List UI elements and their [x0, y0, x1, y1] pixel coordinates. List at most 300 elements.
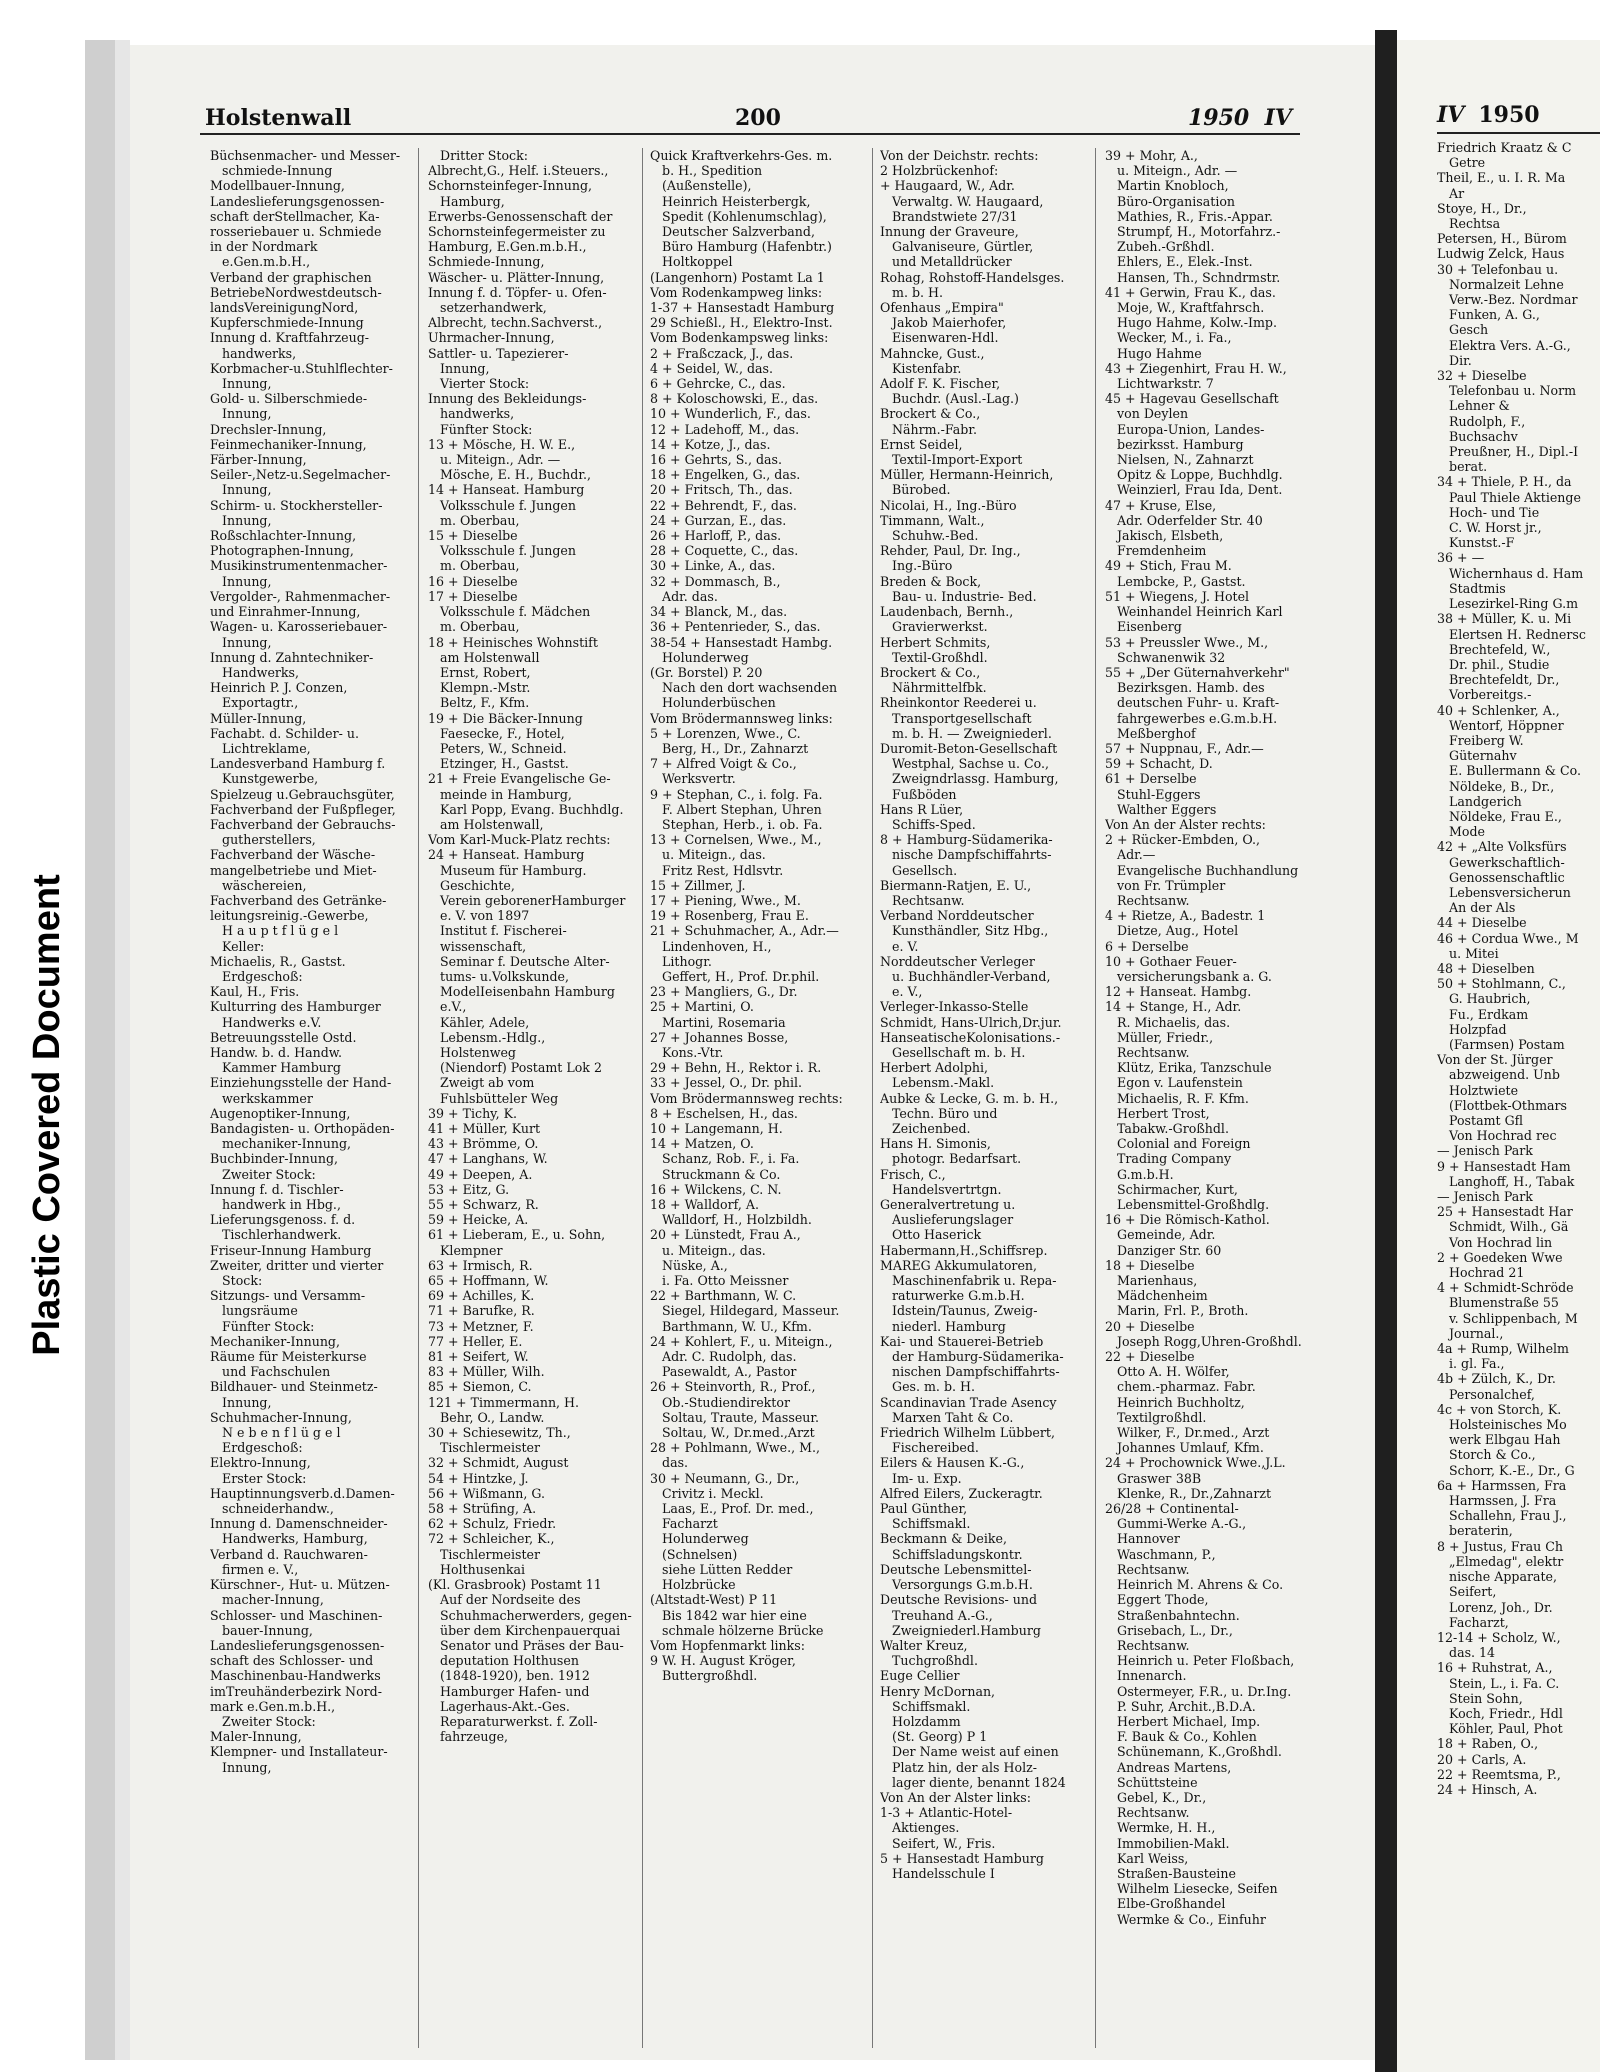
directory-entry-line: 16 + Die Römisch-Kathol.: [1105, 1212, 1270, 1228]
next-page-entry-line: Genossenschaftlic: [1437, 869, 1565, 885]
directory-entry-line: Kaul, H., Fris.: [210, 984, 300, 1000]
directory-entry-line: m. Oberbau,: [428, 558, 520, 574]
directory-entry-line: Vom Brödermannsweg links:: [650, 710, 833, 726]
directory-entry-line: Vierter Stock:: [428, 376, 530, 392]
year-volume: IV: [1264, 105, 1292, 131]
next-page-entry-line: Schmidt, Wilh., Gä: [1437, 1219, 1569, 1235]
directory-entry-line: Rechtsanw.: [1105, 1637, 1190, 1653]
directory-entry-line: Elbe-Großhandel: [1105, 1896, 1226, 1912]
directory-entry-line: Von der Deichstr. rechts:: [880, 148, 1039, 163]
directory-entry-line: Schünemann, K.,Großhdl.: [1105, 1744, 1282, 1760]
directory-entry-line: Hauptinnungsverb.d.Damen-: [210, 1485, 395, 1501]
directory-entry-line: 18 + Walldorf, A.: [650, 1197, 759, 1213]
directory-entry-line: Peters, W., Schneid.: [428, 740, 567, 756]
directory-entry-line: 6 + Gehrcke, C., das.: [650, 376, 786, 392]
directory-entry-line: Rechtsanw.: [1105, 1044, 1190, 1060]
directory-entry-line: Versorgungs G.m.b.H.: [880, 1577, 1033, 1593]
directory-entry-line: Landesverband Hamburg f.: [210, 756, 386, 772]
directory-entry-line: 16 + Gehrts, S., das.: [650, 452, 782, 468]
directory-entry-line: Platz hin, der als Holz-: [880, 1759, 1037, 1775]
next-page-entry-line: 4b + Zülch, K., Dr.: [1437, 1371, 1556, 1387]
directory-entry-line: 30 + Schiesewitz, Th.,: [428, 1425, 571, 1441]
directory-entry-line: 27 + Johannes Bosse,: [650, 1029, 789, 1045]
next-page-entry-line: Vorbereitgs.-: [1437, 687, 1532, 703]
directory-entry-line: Innung d. Kraftfahrzeug-: [210, 330, 370, 346]
directory-entry-line: Innung,: [210, 406, 272, 422]
next-page-entry-line: Lehner &: [1437, 398, 1510, 414]
directory-entry-line: Erdgeschoß:: [210, 968, 303, 984]
directory-entry-line: 2 + Rücker-Embden, O.,: [1105, 832, 1260, 848]
next-page-entry-line: Holzpfad: [1437, 1021, 1507, 1037]
next-page-entry-line: Postamt Gfl: [1437, 1113, 1524, 1128]
next-page-entry-line: Verw.-Bez. Nordmar: [1437, 292, 1578, 308]
directory-entry-line: Müller, Friedr.,: [1105, 1029, 1214, 1045]
directory-entry-line: Uhrmacher-Innung,: [428, 330, 555, 346]
directory-entry-line: Rohag, Rohstoff-Handelsges.: [880, 269, 1065, 285]
directory-entry-line: Spielzeug u.Gebrauchsgüter,: [210, 786, 395, 802]
next-page-entry-line: 16 + Ruhstrat, A.,: [1437, 1660, 1553, 1676]
next-page-entry-line: Telefonbau u. Norm: [1437, 383, 1577, 399]
directory-entry-line: u. Miteign., Adr. —: [1105, 163, 1238, 179]
directory-entry-line: werkskammer: [210, 1090, 313, 1106]
directory-entry-line: Straßen-Bausteine: [1105, 1865, 1236, 1881]
next-page-entry-line: Freiberg W.: [1437, 732, 1524, 748]
directory-entry-line: schneiderhandw.,: [210, 1501, 334, 1517]
next-page-entry-line: Rechtsa: [1437, 216, 1501, 232]
next-page-header: [1437, 102, 1540, 128]
directory-entry-line: Heinrich M. Ahrens & Co.: [1105, 1577, 1284, 1593]
directory-entry-line: tums- u.Volkskunde,: [428, 968, 569, 984]
directory-entry-line: Hannover: [1105, 1531, 1180, 1547]
directory-entry-line: 1-3 + Atlantic-Hotel-: [880, 1805, 1013, 1821]
directory-entry-line: Fuhlsbütteler Weg: [428, 1090, 559, 1106]
directory-entry-line: Galvaniseure, Gürtler,: [880, 239, 1034, 255]
directory-entry-line: Schlosser- und Maschinen-: [210, 1607, 383, 1623]
directory-entry-line: Fritz Rest, Hdlsvtr.: [650, 862, 784, 878]
directory-entry-line: Innung,: [210, 1759, 272, 1775]
next-page-entry-line: Holsteinisches Mo: [1437, 1417, 1567, 1433]
directory-entry-line: Sitzungs- und Versamm-: [210, 1288, 366, 1304]
directory-entry-line: Biermann-Ratjen, E. U.,: [880, 877, 1032, 893]
directory-entry-line: Kunstgewerbe,: [210, 771, 319, 787]
directory-entry-line: 55 + Schwarz, R.: [428, 1197, 539, 1213]
directory-entry-line: Behr, O., Landw.: [428, 1409, 545, 1425]
directory-entry-line: Michaelis, R. F. Kfm.: [1105, 1090, 1249, 1106]
directory-entry-line: 21 + Freie Evangelische Ge-: [428, 771, 611, 787]
next-page-entry-line: Facharzt,: [1437, 1614, 1509, 1630]
directory-entry-line: Soltau, Traute, Masseur.: [650, 1409, 820, 1425]
directory-entry-line: Innung,: [210, 634, 272, 650]
directory-entry-line: Wecker, M., i. Fa.,: [1105, 330, 1232, 346]
directory-entry-line: Barthmann, W. U., Kfm.: [650, 1318, 812, 1334]
directory-entry-line: Der Name weist auf einen: [880, 1744, 1059, 1760]
directory-entry-line: Gemeinde, Adr.: [1105, 1227, 1216, 1243]
next-page-entry-line: C. W. Horst jr.,: [1437, 520, 1542, 536]
directory-entry-line: Hamburg,: [428, 193, 505, 209]
directory-entry-line: Herbert Michael, Imp.: [1105, 1713, 1261, 1729]
directory-entry-line: Buttergroßhdl.: [650, 1668, 758, 1684]
directory-entry-line: Innung,: [210, 376, 272, 392]
directory-entry-line: 36 + Pentenrieder, S., das.: [650, 619, 821, 635]
directory-entry-line: Innung,: [210, 1394, 272, 1410]
directory-entry-line: Heinrich P. J. Conzen,: [210, 680, 348, 696]
directory-entry-line: Struckmann & Co.: [650, 1166, 781, 1182]
directory-entry-line: Stock:: [210, 1273, 263, 1289]
directory-entry-line: Exportagtr.,: [210, 695, 299, 711]
next-page-entry-line: u. Mitei: [1437, 945, 1499, 961]
directory-entry-line: 18 + Heinisches Wohnstift: [428, 634, 598, 650]
directory-entry-line: Büro-Organisation: [1105, 193, 1236, 209]
directory-entry-line: wissenschaft,: [428, 938, 527, 954]
directory-entry-line: Handwerks, Hamburg,: [210, 1531, 368, 1547]
directory-entry-line: u. Miteign., das.: [650, 1242, 766, 1258]
directory-entry-line: Räume für Meisterkurse: [210, 1349, 367, 1365]
directory-entry-line: Handelsschule I: [880, 1865, 995, 1881]
next-page-entry-line: 4a + Rump, Wilhelm: [1437, 1341, 1569, 1357]
directory-entry-line: Nüske, A.,: [650, 1257, 728, 1273]
directory-entry-line: Nährm.-Fabr.: [880, 421, 977, 437]
directory-entry-line: 29 Schießl., H., Elektro-Inst.: [650, 315, 833, 331]
next-page-entry-line: 38 + Müller, K. u. Mi: [1437, 611, 1572, 627]
directory-entry-line: 2 Holzbrückenhof:: [880, 163, 999, 179]
directory-entry-line: Bezirksgen. Hamb. des: [1105, 680, 1265, 696]
directory-entry-line: Hansen, Th., Schndrmstr.: [1105, 269, 1281, 285]
directory-entry-line: Bildhauer- und Steinmetz-: [210, 1379, 378, 1395]
directory-column-5: [1105, 148, 1320, 2048]
directory-entry-line: der Hamburg-Südamerika-: [880, 1349, 1064, 1365]
directory-entry-line: deutschen Fuhr- u. Kraft-: [1105, 695, 1280, 711]
directory-entry-line: 32 + Schmidt, August: [428, 1455, 569, 1471]
directory-entry-line: Heinrich u. Peter Floßbach,: [1105, 1653, 1295, 1669]
directory-entry-line: Deutscher Salzverband,: [650, 224, 815, 240]
directory-entry-line: Gravierwerkst.: [880, 619, 988, 635]
directory-entry-line: Schirmacher, Kurt,: [1105, 1181, 1238, 1197]
next-page-entry-line: nische Apparate,: [1437, 1569, 1558, 1585]
next-page-entry-line: Stein, L., i. Fa. C.: [1437, 1675, 1560, 1691]
next-page-entry-line: Lebensversicherun: [1437, 884, 1571, 900]
directory-entry-line: mangelbetriebe und Miet-: [210, 862, 377, 878]
directory-entry-line: Tuchgroßhdl.: [880, 1653, 978, 1669]
directory-entry-line: 30 + Linke, A., das.: [650, 558, 776, 574]
directory-entry-line: Otto Haserick: [880, 1227, 982, 1243]
directory-entry-line: Waschmann, P.,: [1105, 1546, 1216, 1562]
directory-entry-line: (Niendorf) Postamt Lok 2: [428, 1060, 602, 1076]
directory-entry-line: Fachverband der Gebrauchs-: [210, 816, 396, 832]
directory-entry-line: 18 + Engelken, G., das.: [650, 467, 801, 483]
directory-entry-line: 24 + Gurzan, E., das.: [650, 512, 787, 528]
next-page-entry-line: Theil, E., u. I. R. Ma: [1437, 170, 1566, 186]
next-page-entry-line: Brechtefeldt, Dr.,: [1437, 672, 1560, 688]
next-page-entry-line: Köhler, Paul, Phot: [1437, 1721, 1563, 1737]
next-page-entry-line: Stein Sohn,: [1437, 1690, 1523, 1706]
directory-entry-line: 16 + Wilckens, C. N.: [650, 1181, 782, 1197]
directory-entry-line: (Altstadt-West) P 11: [650, 1592, 778, 1608]
directory-entry-line: Bau- u. Industrie- Bed.: [880, 588, 1037, 604]
directory-entry-line: Zeichenbed.: [880, 1121, 971, 1136]
directory-entry-line: Werksvertr.: [650, 771, 736, 787]
directory-entry-line: 26/28 + Continental-: [1105, 1501, 1239, 1517]
next-page-entry-line: 24 + Hinsch, A.: [1437, 1781, 1538, 1797]
directory-entry-line: nische Dampfschiffahrts-: [880, 847, 1052, 863]
directory-entry-line: Herbert Schmits,: [880, 634, 991, 650]
directory-entry-line: 8 + Koloschowski, E., das.: [650, 391, 819, 407]
directory-entry-line: Idstein/Taunus, Zweig-: [880, 1303, 1038, 1319]
directory-entry-line: 29 + Behn, H., Rektor i. R.: [650, 1060, 822, 1076]
directory-entry-line: Lindenhoven, H.,: [650, 938, 772, 954]
directory-entry-line: Lieferungsgenoss. f. d.: [210, 1212, 356, 1228]
next-page-entry-line: Rudolph, F.,: [1437, 413, 1526, 429]
directory-entry-line: 22 + Dieselbe: [1105, 1349, 1195, 1365]
directory-entry-line: Mechaniker-Innung,: [210, 1333, 341, 1349]
directory-entry-line: 28 + Coquette, C., das.: [650, 543, 799, 559]
directory-entry-line: Walldorf, H., Holzbildh.: [650, 1212, 812, 1228]
directory-entry-line: e.V.,: [428, 999, 467, 1015]
directory-entry-line: Erster Stock:: [210, 1470, 307, 1486]
directory-entry-line: Bandagisten- u. Orthopäden-: [210, 1121, 395, 1136]
next-page-entry-line: Storch & Co.,: [1437, 1447, 1536, 1463]
directory-entry-line: Müller, Hermann-Heinrich,: [880, 467, 1054, 483]
directory-entry-line: 49 + Stich, Frau M.: [1105, 558, 1232, 574]
next-page-entry-line: „Elmedag", elektr: [1437, 1553, 1564, 1569]
directory-entry-line: von Deylen: [1105, 406, 1189, 422]
directory-entry-line: Adolf F. K. Fischer,: [880, 376, 1001, 392]
directory-entry-line: 121 + Timmermann, H.: [428, 1394, 580, 1410]
directory-entry-line: Weinhandel Heinrich Karl: [1105, 604, 1283, 620]
directory-entry-line: meinde in Hamburg,: [428, 786, 572, 802]
directory-entry-line: Deutsche Revisions- und: [880, 1592, 1038, 1608]
directory-entry-line: Meßberghof: [1105, 725, 1196, 741]
directory-entry-line: Otto A. H. Wölfer,: [1105, 1364, 1230, 1380]
column-divider: [1095, 148, 1096, 2048]
directory-entry-line: m. b. H. — Zweigniederl.: [880, 725, 1052, 741]
directory-entry-line: G.m.b.H.: [1105, 1166, 1174, 1182]
directory-entry-line: Adr. C. Rudolph, das.: [650, 1349, 797, 1365]
next-page-entry-line: Landgerich: [1437, 793, 1522, 809]
directory-entry-line: 65 + Hoffmann, W.: [428, 1273, 549, 1289]
directory-entry-line: handwerks,: [210, 345, 297, 361]
directory-entry-line: Verband der graphischen: [210, 269, 372, 285]
directory-entry-line: Handelsvertrtgn.: [880, 1181, 1002, 1197]
next-page-entry-line: (Flottbek-Othmars: [1437, 1097, 1568, 1113]
next-page-entry-line: Stoye, H., Dr.,: [1437, 200, 1527, 216]
next-page-entry-line: Von Hochrad lin: [1437, 1234, 1553, 1250]
directory-entry-line: Kons.-Vtr.: [650, 1044, 724, 1060]
next-page-entry-line: 22 + Reemtsma, P.,: [1437, 1766, 1561, 1782]
directory-entry-line: 8 + Eschelsen, H., das.: [650, 1105, 798, 1121]
directory-entry-line: Vom Karl-Muck-Platz rechts:: [428, 832, 611, 848]
directory-entry-line: Lebensm.-Makl.: [880, 1075, 995, 1091]
directory-entry-line: Landeslieferungsgenossen-: [210, 193, 385, 209]
directory-entry-line: leitungsreinig.-Gewerbe,: [210, 908, 369, 924]
directory-entry-line: Ernst Seidel,: [880, 436, 963, 452]
directory-entry-line: Zweiter, dritter und vierter: [210, 1257, 384, 1273]
directory-entry-line: Buchdr. (Ausl.-Lag.): [880, 391, 1019, 407]
directory-entry-line: Von An der Alster links:: [880, 1789, 1032, 1805]
directory-entry-line: u. Miteign., das.: [650, 847, 766, 863]
next-page-entry-line: Seifert,: [1437, 1584, 1497, 1600]
directory-entry-line: und Einrahmer-Innung,: [210, 604, 361, 620]
directory-entry-line: Verband Norddeutscher: [880, 908, 1034, 924]
directory-entry-line: 7 + Alfred Voigt & Co.,: [650, 756, 797, 772]
directory-entry-line: Hans R Lüer,: [880, 801, 964, 817]
directory-entry-line: 43 + Brömme, O.: [428, 1136, 539, 1152]
directory-entry-line: (Langenhorn) Postamt La 1: [650, 269, 825, 285]
directory-entry-line: Ing.-Büro: [880, 558, 953, 574]
directory-entry-line: Rehder, Paul, Dr. Ing.,: [880, 543, 1021, 559]
directory-entry-line: 53 + Eitz, G.: [428, 1181, 510, 1197]
directory-entry-line: Volksschule f. Mädchen: [428, 604, 591, 620]
directory-entry-line: Adr.—: [1105, 847, 1156, 863]
directory-entry-line: Martini, Rosemaria: [650, 1014, 786, 1030]
page-number: 200: [735, 105, 781, 131]
directory-entry-line: Lithogr.: [650, 953, 712, 969]
next-page-entry-line: Gesch: [1437, 322, 1489, 338]
directory-entry-line: Färber-Innung,: [210, 452, 307, 468]
directory-entry-line: Martin Knobloch,: [1105, 178, 1229, 194]
directory-entry-line: 47 + Langhans, W.: [428, 1151, 548, 1167]
directory-entry-line: Erwerbs-Genossenschaft der: [428, 208, 613, 224]
directory-entry-line: m. Oberbau,: [428, 512, 520, 528]
directory-entry-line: Danziger Str. 60: [1105, 1242, 1222, 1258]
next-page-entry-line: Nöldeke, Frau E.,: [1437, 808, 1562, 824]
directory-entry-line: Seminar f. Deutsche Alter-: [428, 953, 610, 969]
directory-entry-line: 41 + Gerwin, Frau K., das.: [1105, 284, 1276, 300]
directory-entry-line: Zweigndrlassg. Hamburg,: [880, 771, 1059, 787]
directory-entry-line: 33 + Jessel, O., Dr. phil.: [650, 1075, 803, 1091]
directory-entry-line: am Holstenwall: [428, 649, 540, 665]
directory-entry-line: MAREG Akkumulatoren,: [880, 1257, 1038, 1273]
directory-entry-line: deputation Holthusen: [428, 1653, 579, 1669]
directory-entry-line: Quick Kraftverkehrs-Ges. m.: [650, 148, 833, 163]
directory-entry-line: Wermke, H. H.,: [1105, 1820, 1216, 1836]
directory-entry-line: versicherungsbank a. G.: [1105, 968, 1272, 984]
directory-entry-line: schmiede-Innung: [210, 163, 333, 179]
directory-entry-line: b. H., Spedition: [650, 163, 763, 179]
directory-entry-line: Johannes Umlauf, Kfm.: [1105, 1440, 1264, 1456]
directory-entry-line: Gold- u. Silberschmiede-: [210, 391, 368, 407]
next-page-entry-line: 44 + Dieselbe: [1437, 915, 1527, 931]
directory-entry-line: schaft derStellmacher, Ka-: [210, 208, 380, 224]
directory-entry-line: Siegel, Hildegard, Masseur.: [650, 1303, 840, 1319]
directory-entry-line: Herbert Adolphi,: [880, 1060, 989, 1076]
directory-entry-line: Kammer Hamburg: [210, 1060, 341, 1076]
directory-entry-line: Gesellsch.: [880, 862, 958, 878]
directory-entry-line: 20 + Fritsch, Th., das.: [650, 482, 793, 498]
next-page-entry-line: Wichernhaus d. Ham: [1437, 565, 1584, 581]
directory-entry-line: Vom Bodenkampsweg links:: [650, 330, 829, 346]
directory-entry-line: Klenke, R., Dr.,Zahnarzt: [1105, 1485, 1272, 1501]
next-page-entry-line: Gewerkschaftlich-: [1437, 854, 1565, 870]
directory-entry-line: Schuhmacherwerders, gegen-: [428, 1607, 632, 1623]
directory-entry-line: Holunderbüschen: [650, 695, 776, 711]
column-divider: [418, 148, 419, 2048]
directory-column-3: [650, 148, 860, 2048]
directory-entry-line: Mädchenheim: [1105, 1288, 1208, 1304]
directory-entry-line: 19 + Rosenberg, Frau E.: [650, 908, 809, 924]
directory-entry-line: Handwerks,: [210, 664, 300, 680]
next-page-entry-line: (Farmsen) Postam: [1437, 1036, 1565, 1052]
directory-entry-line: 38-54 + Hansestadt Hambg.: [650, 634, 833, 650]
directory-entry-line: Augenoptiker-Innung,: [210, 1105, 351, 1121]
directory-entry-line: Lembcke, P., Gastst.: [1105, 573, 1246, 589]
directory-entry-line: 72 + Schleicher, K.,: [428, 1531, 555, 1547]
next-page-entry-line: Dir.: [1437, 352, 1472, 368]
directory-entry-line: Westphal, Sachse u. Co.,: [880, 756, 1049, 772]
directory-entry-line: Schiffsladungskontr.: [880, 1546, 1023, 1562]
directory-entry-line: Zweigt ab vom: [428, 1075, 535, 1091]
directory-entry-line: 61 + Derselbe: [1105, 771, 1197, 787]
directory-entry-line: Albrecht,G., Helf. i.Steuers.,: [428, 163, 609, 179]
directory-entry-line: 6 + Derselbe: [1105, 938, 1189, 954]
next-page-entry-line: 12-14 + Scholz, W.,: [1437, 1629, 1561, 1645]
directory-entry-line: Ehlers, E., Elek.-Inst.: [1105, 254, 1253, 270]
directory-entry-line: 54 + Hintzke, J.: [428, 1470, 529, 1486]
directory-entry-line: Erdgeschoß:: [210, 1440, 303, 1456]
directory-entry-line: + Haugaard, W., Adr.: [880, 178, 1015, 194]
directory-entry-line: Fachverband der Wäsche-: [210, 847, 376, 863]
directory-column-1: [210, 148, 415, 2048]
directory-entry-line: Karl Popp, Evang. Buchhdlg.: [428, 801, 624, 817]
directory-column-2: [428, 148, 638, 2048]
directory-entry-line: Adr. das.: [650, 588, 718, 604]
directory-entry-line: schmale hölzerne Brücke: [650, 1622, 824, 1638]
directory-entry-line: Gebel, K., Dr.,: [1105, 1789, 1207, 1805]
next-page-entry-line: v. Schlippenbach, M: [1437, 1310, 1578, 1326]
directory-entry-line: Pasewaldt, A., Pastor: [650, 1364, 797, 1380]
directory-entry-line: Seifert, W., Fris.: [880, 1835, 996, 1851]
directory-entry-line: Maschinenfabrik u. Repa-: [880, 1273, 1057, 1289]
next-page-entry-line: Ar: [1437, 185, 1465, 201]
directory-entry-line: 39 + Mohr, A.,: [1105, 148, 1198, 163]
next-page-entry-line: Holztwiete: [1437, 1082, 1519, 1098]
directory-entry-line: Crivitz i. Meckl.: [650, 1485, 764, 1501]
directory-entry-line: in der Nordmark: [210, 239, 318, 255]
next-page-entry-line: Paul Thiele Aktienge: [1437, 489, 1581, 505]
directory-entry-line: 28 + Pohlmann, Wwe., M.,: [650, 1440, 821, 1456]
column-divider: [872, 148, 873, 2048]
next-page-entry-line: Kunstst.-F: [1437, 535, 1515, 551]
directory-entry-line: Elektro-Innung,: [210, 1455, 311, 1471]
directory-entry-line: Ges. m. b. H.: [880, 1379, 975, 1395]
directory-entry-line: 13 + Mösche, H. W. E.,: [428, 436, 576, 452]
directory-entry-line: 26 + Harloff, P., das.: [650, 528, 782, 544]
next-page-entry-line: Stadtmis: [1437, 580, 1506, 596]
directory-entry-line: Graswег 38B: [1105, 1470, 1202, 1486]
directory-entry-line: Volksschule f. Jungen: [428, 543, 576, 559]
directory-entry-line: Beltz, F., Kfm.: [428, 695, 530, 711]
next-page-entry-line: — Jenisch Park: [1437, 1189, 1533, 1205]
directory-entry-line: Spedit (Kohlenumschlag),: [650, 208, 827, 224]
directory-entry-line: 4 + Seidel, W., das.: [650, 360, 774, 376]
directory-entry-line: 16 + Dieselbe: [428, 573, 518, 589]
next-page-entry-line: 50 + Stohlmann, C.,: [1437, 976, 1566, 992]
directory-entry-line: gutherstellers,: [210, 832, 316, 848]
next-page-entry-line: Buchsachv: [1437, 428, 1518, 444]
directory-entry-line: Korbmacher-u.Stuhlflechter-: [210, 360, 393, 376]
directory-entry-line: Faesecke, F., Hotel,: [428, 725, 565, 741]
directory-entry-line: Innung,: [210, 573, 272, 589]
directory-entry-line: nischen Dampfschiffahrts-: [880, 1364, 1060, 1380]
directory-entry-line: Immobilien-Makl.: [1105, 1835, 1230, 1851]
directory-entry-line: Aubke & Lecke, G. m. b. H.,: [880, 1090, 1059, 1106]
directory-entry-line: Eilers & Hausen K.-G.,: [880, 1455, 1025, 1471]
directory-entry-line: 20 + Lünstedt, Frau A.,: [650, 1227, 801, 1243]
directory-entry-line: Scandinavian Trade Asency: [880, 1394, 1057, 1410]
directory-entry-line: Kähler, Adele,: [428, 1014, 530, 1030]
next-page-entry-line: Preußner, H., Dipl.-I: [1437, 444, 1579, 460]
directory-entry-line: Paul Günther,: [880, 1501, 968, 1517]
next-page-entry-line: Hoch- und Tie: [1437, 504, 1540, 520]
